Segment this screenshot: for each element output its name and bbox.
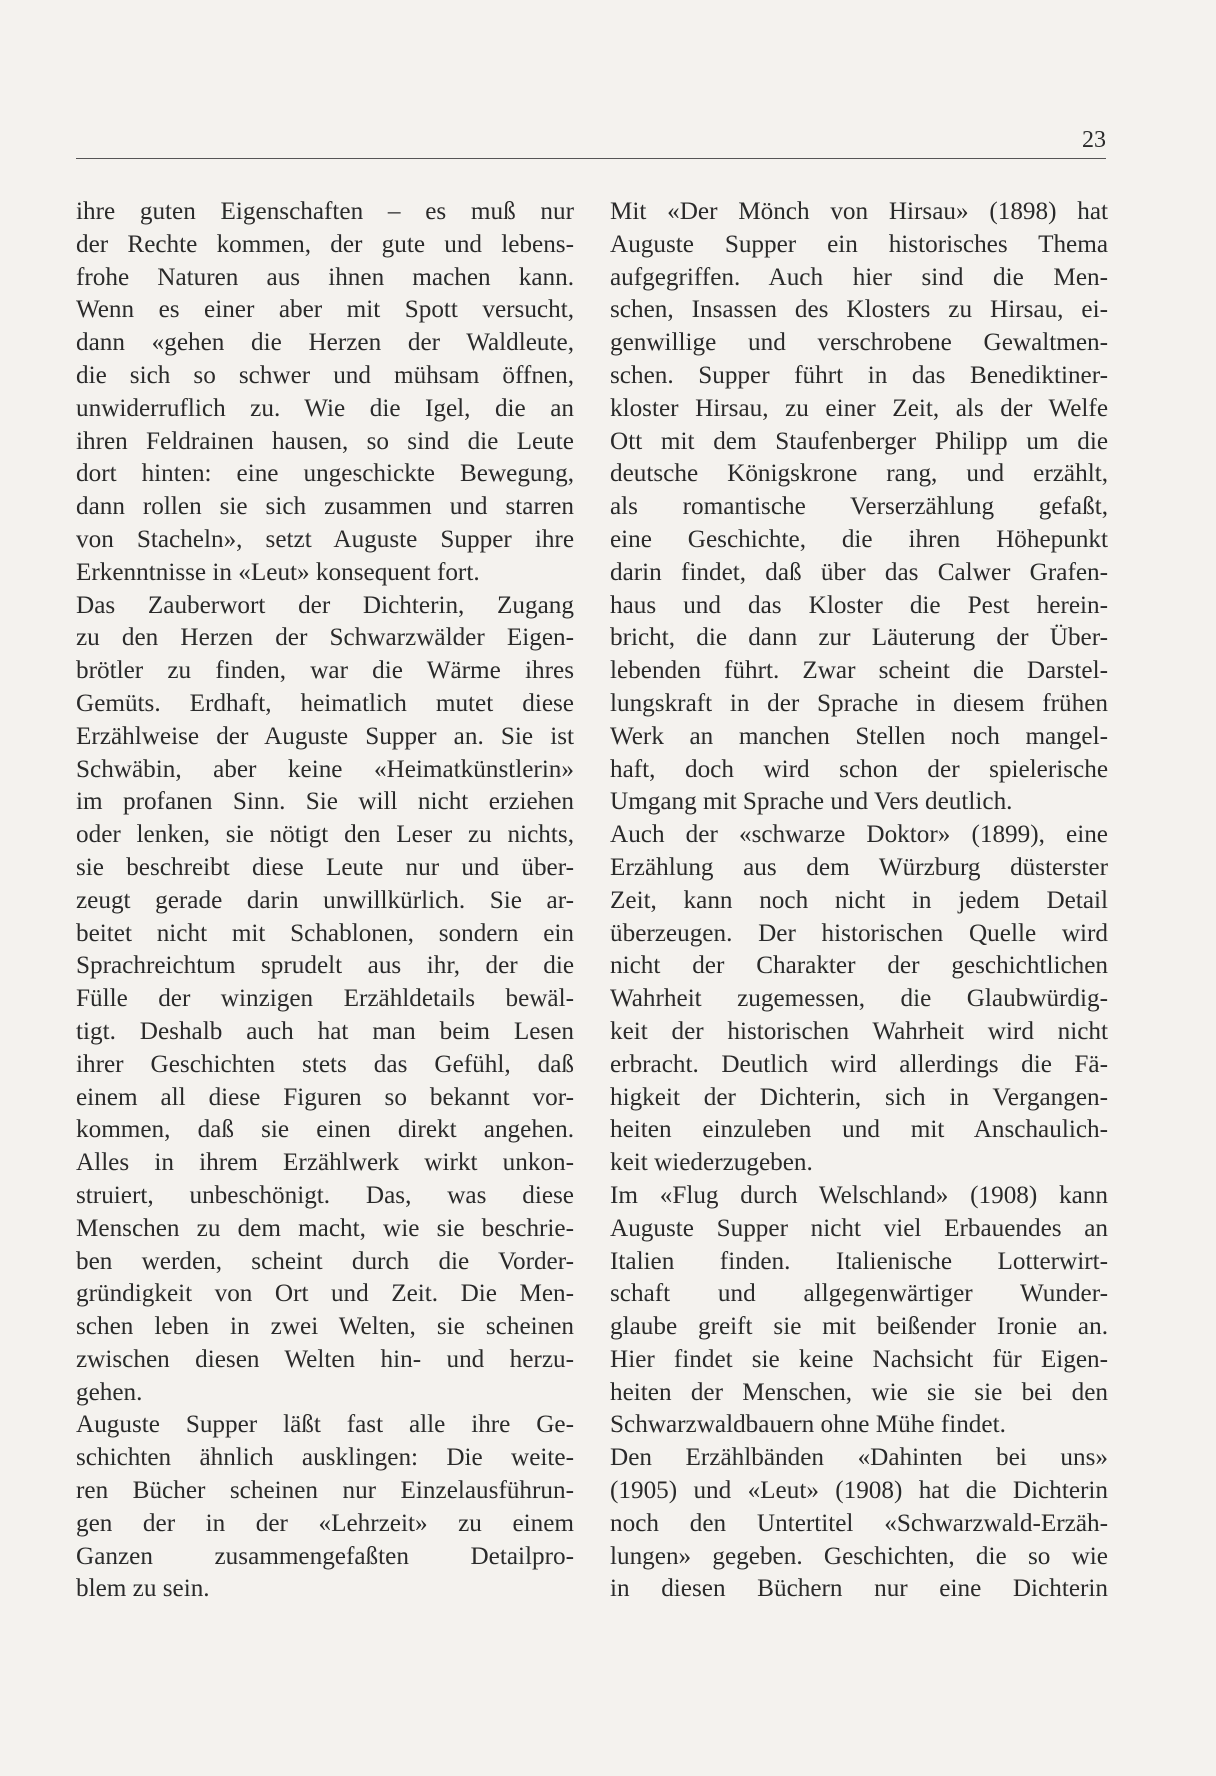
text-line: Auguste Supper läßt fast alle ihre Ge- xyxy=(76,1411,574,1439)
text-line: Erzählweise der Auguste Supper an. Sie ist xyxy=(76,722,574,750)
text-line: noch den Untertitel «Schwarzwald-Erzäh- xyxy=(610,1509,1108,1537)
text-line: ihrer Geschichten stets das Gefühl, daß xyxy=(76,1050,574,1078)
text-line: Umgang mit Sprache und Vers deutlich. xyxy=(610,788,1013,816)
text-line: deutsche Königskrone rang, und erzählt, xyxy=(610,460,1108,488)
text-line: sie beschreibt diese Leute nur und über- xyxy=(76,853,574,881)
text-line: schen. Supper führt in das Benediktiner- xyxy=(610,361,1108,389)
text-line: oder lenken, sie nötigt den Leser zu nichts, xyxy=(76,821,574,849)
text-line: lungen» gegeben. Geschichten, die so wie xyxy=(610,1542,1108,1570)
text-line: gehen. xyxy=(76,1378,143,1406)
text-line: Gemüts. Erdhaft, heimatlich mutet diese xyxy=(76,689,574,717)
text-line: Werk an manchen Stellen noch mangel- xyxy=(610,722,1108,750)
text-line: unwiderruflich zu. Wie die Igel, die an xyxy=(76,394,574,422)
text-line: als romantische Verserzählung gefaßt, xyxy=(610,493,1108,521)
text-line: Auguste Supper ein historisches Thema xyxy=(610,230,1108,258)
text-line: zu den Herzen der Schwarzwälder Eigen- xyxy=(76,624,574,652)
text-line: schen, Insassen des Klosters zu Hirsau, ei- xyxy=(610,296,1108,324)
text-line: schichten ähnlich ausklingen: Die weite- xyxy=(76,1444,574,1472)
text-line: schaft und allgegenwärtiger Wunder- xyxy=(610,1280,1108,1308)
text-line: darin findet, daß über das Calwer Grafen- xyxy=(610,558,1108,586)
header-rule xyxy=(76,158,1106,159)
text-line: ihren Feldrainen hausen, so sind die Leute xyxy=(76,427,574,455)
text-line: schen leben in zwei Welten, sie scheinen xyxy=(76,1313,574,1341)
text-line: Alles in ihrem Erzählwerk wirkt unkon- xyxy=(76,1149,574,1177)
text-line: ren Bücher scheinen nur Einzelausführun- xyxy=(76,1477,574,1505)
text-line: frohe Naturen aus ihnen machen kann. xyxy=(76,263,574,291)
text-line: heiten der Menschen, wie sie sie bei den xyxy=(610,1378,1108,1406)
text-line: heiten einzuleben und mit Anschaulich- xyxy=(610,1116,1108,1144)
text-line: dann «gehen die Herzen der Waldleute, xyxy=(76,329,574,357)
text-line: Im «Flug durch Welschland» (1908) kann xyxy=(610,1181,1108,1209)
text-line: Schwarzwaldbauern ohne Mühe findet. xyxy=(610,1411,1006,1439)
text-line: genwillige und verschrobene Gewaltmen- xyxy=(610,329,1108,357)
text-line: von Stacheln», setzt Auguste Supper ihre xyxy=(76,525,574,553)
text-line: lebenden führt. Zwar scheint die Darstel- xyxy=(610,657,1108,685)
text-line: tigt. Deshalb auch hat man beim Lesen xyxy=(76,1017,574,1045)
text-line: in diesen Büchern nur eine Dichterin xyxy=(610,1575,1108,1603)
right-column xyxy=(610,196,1108,1606)
text-line: Wahrheit zugemessen, die Glaubwürdig- xyxy=(610,985,1108,1013)
text-line: kommen, daß sie einen direkt angehen. xyxy=(76,1116,574,1144)
text-line: die sich so schwer und mühsam öffnen, xyxy=(76,361,574,389)
text-line: ihre guten Eigenschaften – es muß nur xyxy=(76,198,574,225)
text-line: keit wiederzugeben. xyxy=(610,1149,813,1177)
text-line: ben werden, scheint durch die Vorder- xyxy=(76,1247,574,1275)
text-line: Erzählung aus dem Würzburg düsterster xyxy=(610,853,1108,881)
text-line: keit der historischen Wahrheit wird nicht xyxy=(610,1017,1108,1045)
text-line: Zeit, kann noch nicht in jedem Detail xyxy=(610,886,1108,914)
text-line: erbracht. Deutlich wird allerdings die Fä- xyxy=(610,1050,1108,1078)
text-line: einem all diese Figuren so bekannt vor- xyxy=(76,1083,574,1111)
text-line: lungskraft in der Sprache in diesem frühen xyxy=(610,689,1108,717)
text-line: (1905) und «Leut» (1908) hat die Dichterin xyxy=(610,1477,1108,1505)
text-line: glaube greift sie mit beißender Ironie an. xyxy=(610,1313,1108,1341)
text-line: haft, doch wird schon der spielerische xyxy=(610,755,1108,783)
text-line: Ganzen zusammengefaßten Detailpro- xyxy=(76,1542,574,1570)
text-line: Schwäbin, aber keine «Heimatkünstlerin» xyxy=(76,755,574,783)
text-line: Wenn es einer aber mit Spott versucht, xyxy=(76,296,574,324)
text-line: Mit «Der Mönch von Hirsau» (1898) hat xyxy=(610,198,1108,225)
text-line: Fülle der winzigen Erzähldetails bewäl- xyxy=(76,985,574,1013)
text-line: dann rollen sie sich zusammen und starren xyxy=(76,493,574,521)
text-line: Den Erzählbänden «Dahinten bei uns» xyxy=(610,1444,1108,1472)
text-line: Das Zauberwort der Dichterin, Zugang xyxy=(76,591,574,619)
text-line: gen der in der «Lehrzeit» zu einem xyxy=(76,1509,574,1537)
text-line: Erkenntnisse in «Leut» konsequent fort. xyxy=(76,558,480,586)
text-line: eine Geschichte, die ihren Höhepunkt xyxy=(610,525,1108,553)
text-line: struiert, unbeschönigt. Das, was diese xyxy=(76,1181,574,1209)
text-line: gründigkeit von Ort und Zeit. Die Men- xyxy=(76,1280,574,1308)
text-line: Sprachreichtum sprudelt aus ihr, der die xyxy=(76,952,574,980)
text-line: higkeit der Dichterin, sich in Vergangen- xyxy=(610,1083,1108,1111)
text-line: kloster Hirsau, zu einer Zeit, als der Welfe xyxy=(610,394,1108,422)
text-line: brötler zu finden, war die Wärme ihres xyxy=(76,657,574,685)
text-line: im profanen Sinn. Sie will nicht erziehen xyxy=(76,788,574,816)
text-line: der Rechte kommen, der gute und lebens- xyxy=(76,230,574,258)
text-line: zwischen diesen Welten hin- und herzu- xyxy=(76,1345,574,1373)
text-line: Italien finden. Italienische Lotterwirt- xyxy=(610,1247,1108,1275)
text-line: Ott mit dem Staufenberger Philipp um die xyxy=(610,427,1108,455)
text-line: Auch der «schwarze Doktor» (1899), eine xyxy=(610,821,1108,849)
text-line: aufgegriffen. Auch hier sind die Men- xyxy=(610,263,1108,291)
text-line: Auguste Supper nicht viel Erbauendes an xyxy=(610,1214,1108,1242)
text-line: überzeugen. Der historischen Quelle wird xyxy=(610,919,1108,947)
text-line: blem zu sein. xyxy=(76,1575,210,1603)
text-line: haus und das Kloster die Pest herein- xyxy=(610,591,1108,619)
text-line: bricht, die dann zur Läuterung der Über- xyxy=(610,624,1108,652)
page-number: 23 xyxy=(1082,127,1106,153)
text-line: dort hinten: eine ungeschickte Bewegung, xyxy=(76,460,574,488)
text-line: beitet nicht mit Schablonen, sondern ein xyxy=(76,919,574,947)
text-line: nicht der Charakter der geschichtlichen xyxy=(610,952,1108,980)
left-column xyxy=(76,196,574,1606)
text-line: zeugt gerade darin unwillkürlich. Sie ar- xyxy=(76,886,574,914)
text-line: Menschen zu dem macht, wie sie beschrie- xyxy=(76,1214,574,1242)
text-line: Hier findet sie keine Nachsicht für Eigen- xyxy=(610,1345,1108,1373)
